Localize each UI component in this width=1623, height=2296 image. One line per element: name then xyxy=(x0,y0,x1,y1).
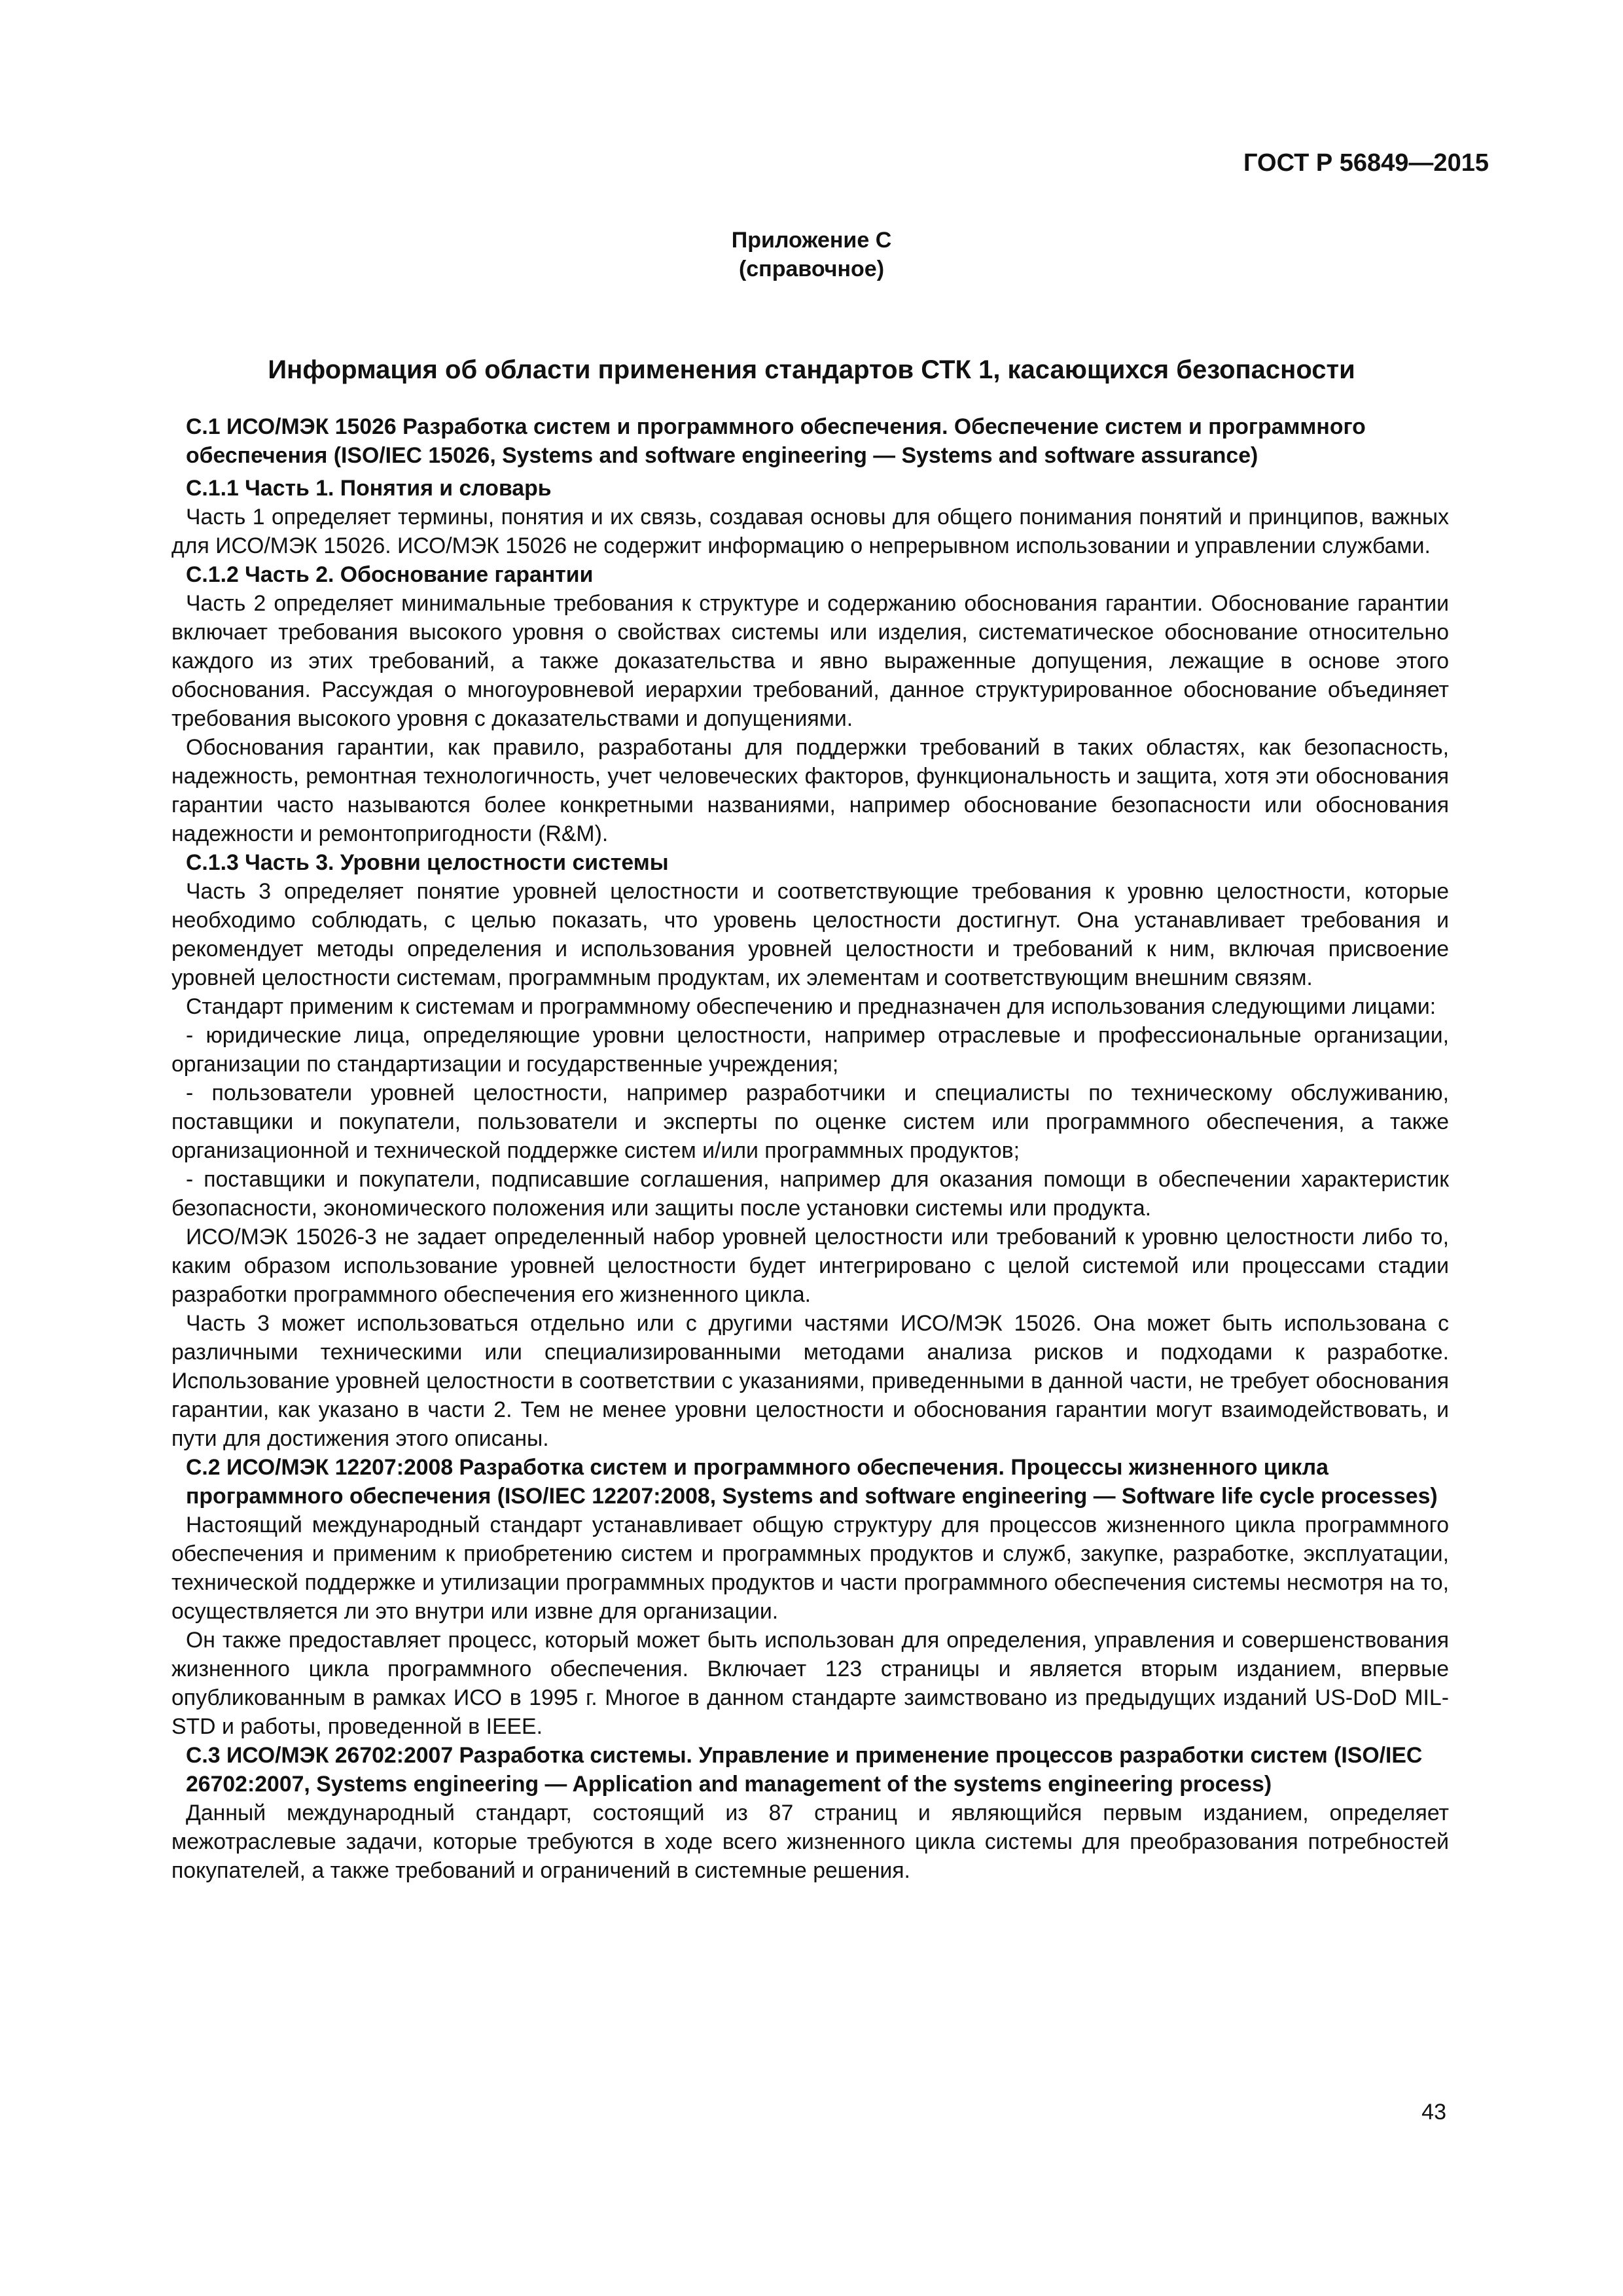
paragraph: Часть 3 определяет понятие уровней целостности и соответствующие требования к уровню целостности, которые необходимо соблюдать, с целью показать, что уровень целостности достигнут. Она устанавливает требования и рекомендует методы определения и использования уровней целостности и требований к ним, включая присвоение уровней целостности системам, программным продуктам, их элементам и соответствующим внешним связям. xyxy=(171,879,1449,990)
section-heading-c1: С.1 ИСО/МЭК 15026 Разработка систем и программного обеспечения. Обеспечение систем и программного обеспечения (ISO/IEC 15026, Systems and software engineering — Systems and software assurance) xyxy=(186,414,1366,468)
appendix-title: Информация об области применения стандартов СТК 1, касающихся безопасности xyxy=(268,355,1355,384)
subsection-heading-c1-1: С.1.1 Часть 1. Понятия и словарь xyxy=(186,476,552,501)
standard-code: ГОСТ Р 56849—2015 xyxy=(1243,149,1489,177)
subsection-heading-c1-3: С.1.3 Часть 3. Уровни целостности системы xyxy=(186,850,669,875)
section-heading-c3: С.3 ИСО/МЭК 26702:2007 Разработка системы. Управление и применение процессов разработки систем (ISO/IEC 26702:2007, Systems engineering — Application and management of the systems engineering process) xyxy=(186,1743,1423,1797)
appendix-type: (справочное) xyxy=(738,257,885,281)
paragraph: Данный международный стандарт, состоящий из 87 страниц и являющийся первым изданием, определяет межотраслевые задачи, которые требуются в ходе всего жизненного цикла системы для преобразования потребностей покупателей, а также требований и ограничений в системные решения. xyxy=(171,1801,1449,1883)
paragraph: ИСО/МЭК 15026-3 не задает определенный набор уровней целостности или требований к уровню целостности либо то, каким образом использование уровней целостности будет интегрировано с целой системой или процессами стадии разработки программного обеспечения его жизненного цикла. xyxy=(171,1225,1449,1307)
paragraph: Обоснования гарантии, как правило, разработаны для поддержки требований в таких областях, как безопасность, надежность, ремонтная технологичность, учет человеческих факторов, функциональность и защита, хотя эти обоснования гарантии часто называются более конкретными названиями, например обоснование безопасности или обоснования надежности и ремонтопригодности (R&M). xyxy=(171,735,1449,846)
section-heading-c2: С.2 ИСО/МЭК 12207:2008 Разработка систем и программного обеспечения. Процессы жизненного цикла программного обеспечения (ISO/IEC 12207:2008, Systems and software engineering — Software life cycle processes) xyxy=(186,1455,1438,1509)
document-body xyxy=(171,411,1449,1885)
paragraph: Настоящий международный стандарт устанавливает общую структуру для процессов жизненного цикла программного обеспечения и применим к приобретению систем и программных продуктов и служб, закупке, разработке, эксплуатации, технической поддержке и утилизации программных продуктов и части программного обеспечения системы несмотря на то, осуществляется ли это внутри или извне для организации. xyxy=(171,1513,1449,1624)
list-item: - юридические лица, определяющие уровни целостности, например отраслевые и профессиональные организации, организации по стандартизации и государственные учреждения; xyxy=(171,1023,1449,1077)
list-item: - поставщики и покупатели, подписавшие соглашения, например для оказания помощи в обеспечении характеристик безопасности, экономического положения или защиты после установки системы или продукта. xyxy=(171,1167,1449,1221)
appendix-heading xyxy=(0,226,1623,283)
paragraph: Он также предоставляет процесс, который может быть использован для определения, управления и совершенствования жизненного цикла программного обеспечения. Включает 123 страницы и является вторым изданием, впервые опубликованным в рамках ИСО в 1995 г. Многое в данном стандарте заимствовано из предыдущих изданий US-DoD MIL-STD и работы, проведенной в IEEE. xyxy=(171,1628,1449,1739)
list-item: - пользователи уровней целостности, например разработчики и специалисты по техническому обслуживанию, поставщики и покупатели, пользователи и эксперты по оценке систем или программного обеспечения, а также организационной и технической поддержке систем и/или программных продуктов; xyxy=(171,1081,1449,1163)
paragraph: Стандарт применим к системам и программному обеспечению и предназначен для использования следующими лицами: xyxy=(186,994,1436,1019)
page-number: 43 xyxy=(1421,2100,1446,2125)
subsection-heading-c1-2: С.1.2 Часть 2. Обоснование гарантии xyxy=(186,562,594,587)
appendix-label: Приложение С xyxy=(731,228,892,253)
paragraph: Часть 3 может использоваться отдельно или с другими частями ИСО/МЭК 15026. Она может быть использована с различными техническими или специализированными методами анализа рисков и подходами к разработке. Использование уровней целостности в соответствии с указаниями, приведенными в данной части, не требует обоснования гарантии, как указано в части 2. Тем не менее уровни целостности и обоснования гарантии могут взаимодействовать, и пути для достижения этого описаны. xyxy=(171,1311,1449,1451)
paragraph: Часть 1 определяет термины, понятия и их связь, создавая основы для общего понимания понятий и принципов, важных для ИСО/МЭК 15026. ИСО/МЭК 15026 не содержит информацию о непрерывном использовании и управлении службами. xyxy=(171,505,1449,558)
paragraph: Часть 2 определяет минимальные требования к структуре и содержанию обоснования гарантии. Обоснование гарантии включает требования высокого уровня о свойствах системы или изделия, систематическое обоснование относительно каждого из этих требований, а также доказательства и явно выраженные допущения, лежащие в основе этого обоснования. Рассуждая о многоуровневой иерархии требований, данное структурированное обоснование объединяет требования высокого уровня с доказательствами и допущениями. xyxy=(171,591,1449,731)
